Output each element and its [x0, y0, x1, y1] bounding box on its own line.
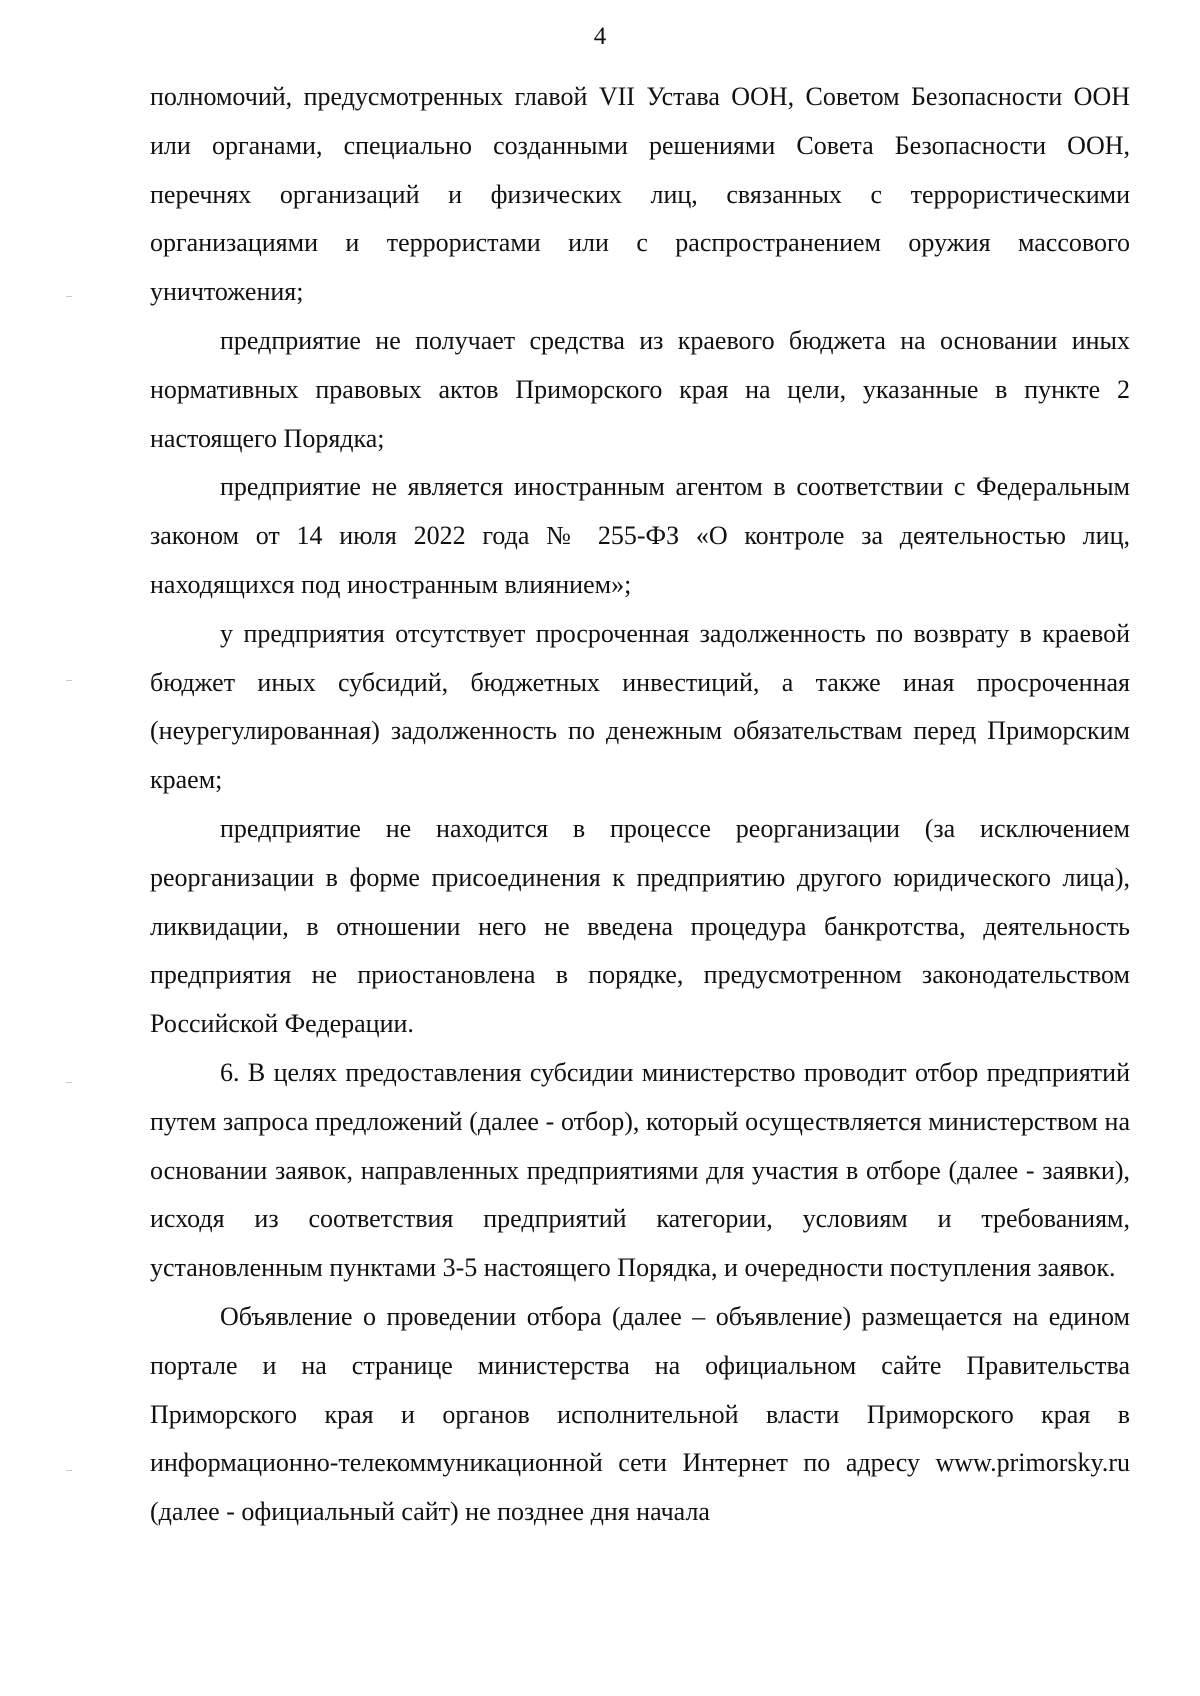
scan-edge-mark: [66, 296, 72, 297]
paragraph-announcement: Объявление о проведении отбора (далее – объявление) размещается на едином портале и на странице министерства на официальном сайте Правительства Приморского края и органов исполнительной власти Приморского края в информационно-телекоммуникационной сети Интернет по адресу www.primorsky.ru (далее - официальный сайт) не позднее дня начала: [150, 1301, 1130, 1527]
paragraph-foreign-agent: предприятие не является иностранным агентом в соответствии с Федеральным законом от 14 июля 2022 года № 255-ФЗ «О контроле за деятельностью лиц, находящихся под иностранным влиянием»;: [150, 472, 1130, 599]
document-body: [150, 73, 1130, 1537]
paragraph-budget-funds: предприятие не получает средства из краевого бюджета на основании иных нормативных правовых актов Приморского края на цели, указанные в пункте 2 настоящего Порядка;: [150, 325, 1130, 453]
scan-edge-mark: [66, 680, 72, 681]
scan-edge-mark: [66, 1470, 72, 1471]
paragraph-reorganization: предприятие не находится в процессе реорганизации (за исключением реорганизации в форме присоединения к предприятию другого юридического лица), ликвидации, в отношении него не введена процедура банкротства, деятельность предприятия не приостановлена в порядке, предусмотренном законодательством Российской Федерации.: [150, 813, 1130, 1039]
paragraph-overdue-debt: у предприятия отсутствует просроченная задолженность по возврату в краевой бюджет иных субсидий, бюджетных инвестиций, а также иная просроченная (неурегулированная) задолженность по денежным обязательствам перед Приморским краем;: [150, 618, 1130, 795]
scan-edge-mark: [66, 1082, 72, 1083]
paragraph-clause-6: 6. В целях предоставления субсидии министерство проводит отбор предприятий путем запроса предложений (далее - отбор), который осуществляется министерством на основании заявок, направленных предприятиями для участия в отборе (далее - заявки), исходя из соответствия предприятий категории, условиям и требованиям, установленным пунктами 3-5 настоящего Порядка, и очередности поступления заявок.: [150, 1057, 1130, 1283]
paragraph-continuation: полномочий, предусмотренных главой VII Устава ООН, Советом Безопасности ООН или органами, специально созданными решениями Совета Безопасности ООН, перечнях организаций и физических лиц, связанных с террористическими организациями и террористами или с распространением оружия массового уничтожения;: [150, 82, 1130, 307]
page-number: 4: [593, 23, 607, 50]
